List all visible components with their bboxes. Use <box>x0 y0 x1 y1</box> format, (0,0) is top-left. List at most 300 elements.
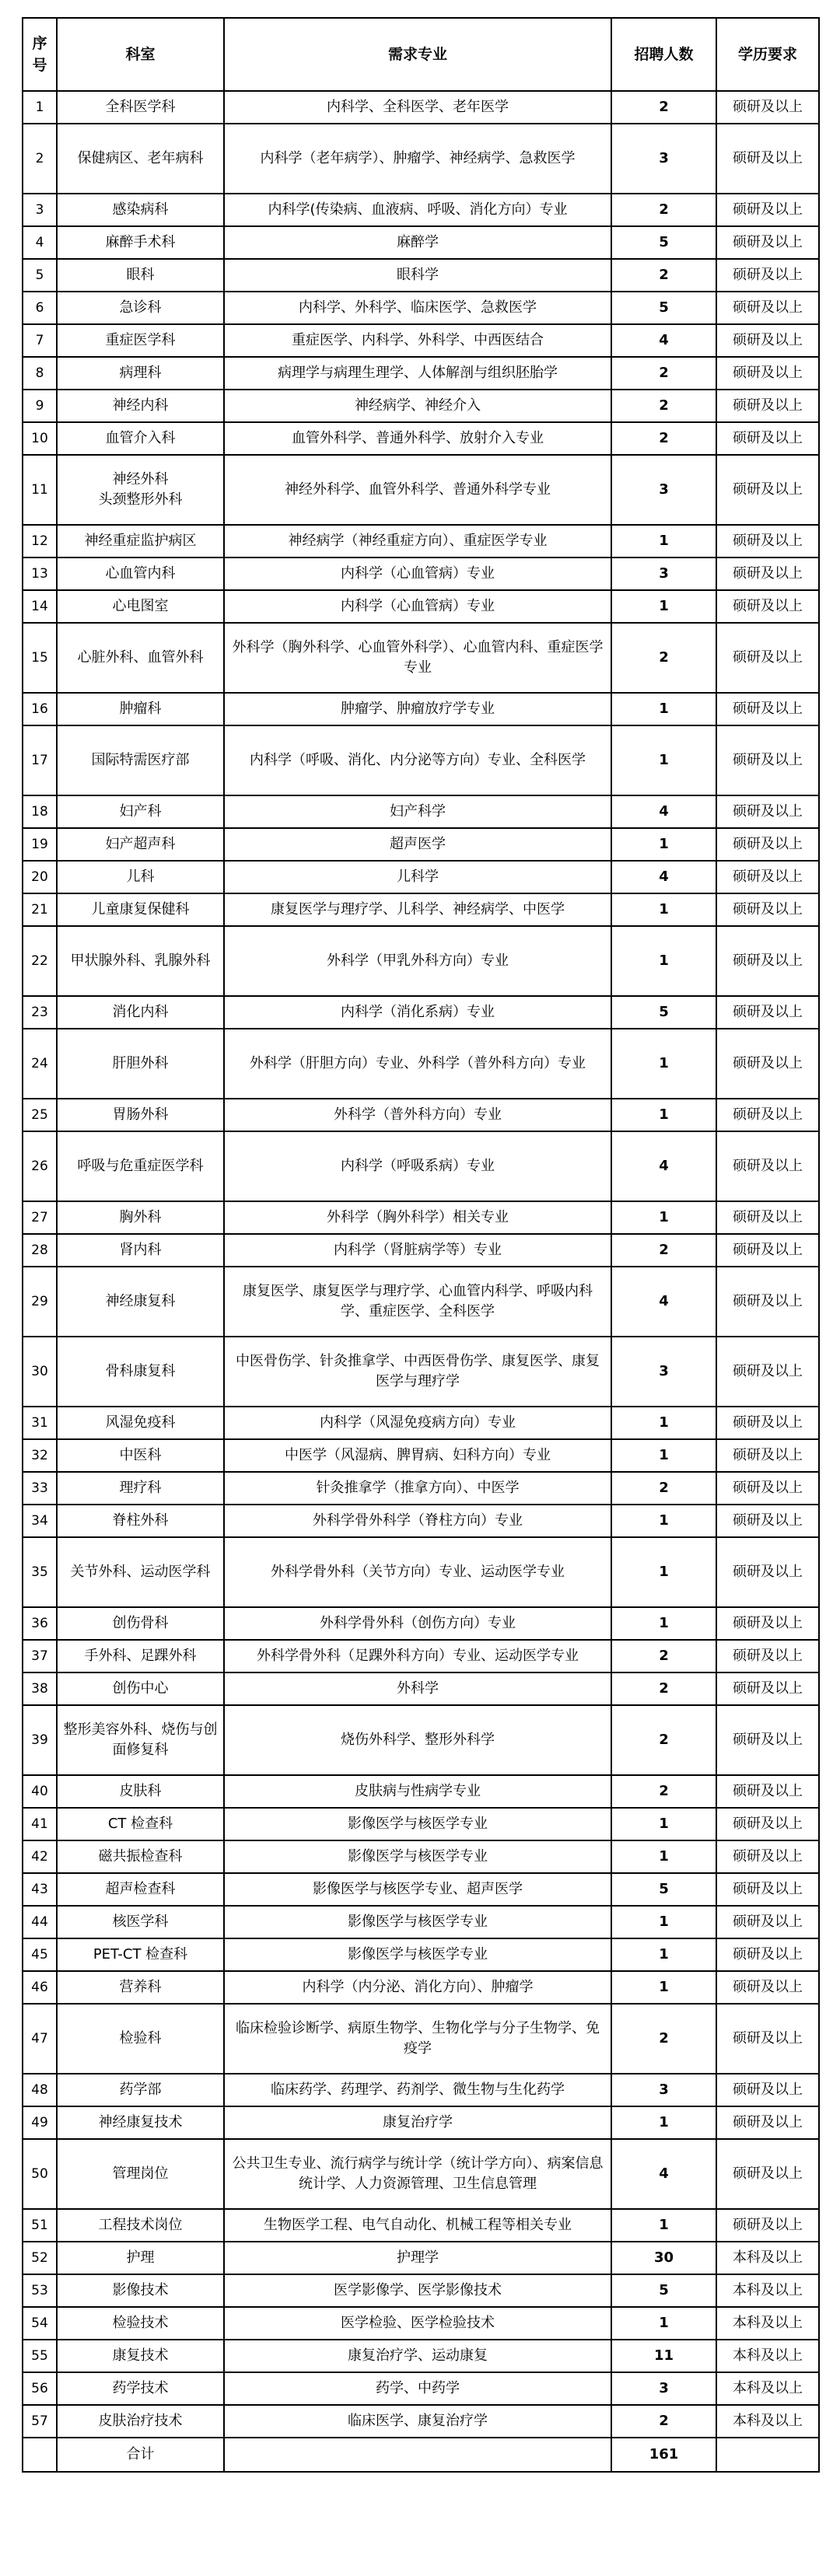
row-seq: 19 <box>23 828 57 861</box>
row-major: 病理学与病理生理学、人体解剖与组织胚胎学 <box>224 357 611 390</box>
row-major: 神经病学、神经介入 <box>224 390 611 422</box>
total-empty-edu <box>716 2438 819 2472</box>
row-seq: 10 <box>23 422 57 455</box>
row-edu: 硕研及以上 <box>716 828 819 861</box>
row-edu: 硕研及以上 <box>716 1337 819 1407</box>
row-seq: 52 <box>23 2242 57 2274</box>
row-seq: 7 <box>23 324 57 357</box>
row-major: 血管外科学、普通外科学、放射介入专业 <box>224 422 611 455</box>
table-row <box>23 1640 819 1672</box>
row-edu: 硕研及以上 <box>716 996 819 1029</box>
row-seq: 36 <box>23 1607 57 1640</box>
row-edu: 硕研及以上 <box>716 893 819 926</box>
row-count: 5 <box>611 1873 716 1906</box>
row-edu: 硕研及以上 <box>716 1505 819 1537</box>
row-seq: 55 <box>23 2340 57 2372</box>
row-seq: 6 <box>23 292 57 324</box>
row-seq: 57 <box>23 2405 57 2438</box>
row-seq: 44 <box>23 1906 57 1938</box>
row-count: 2 <box>611 1705 716 1775</box>
row-major: 针灸推拿学（推拿方向）、中医学 <box>224 1472 611 1505</box>
row-edu: 硕研及以上 <box>716 1234 819 1267</box>
row-edu: 硕研及以上 <box>716 422 819 455</box>
row-dept: 全科医学科 <box>57 91 224 124</box>
row-dept: 肝胆外科 <box>57 1029 224 1099</box>
row-count: 1 <box>611 1099 716 1131</box>
row-seq: 54 <box>23 2307 57 2340</box>
row-major: 皮肤病与性病学专业 <box>224 1775 611 1808</box>
row-edu: 本科及以上 <box>716 2242 819 2274</box>
row-edu: 硕研及以上 <box>716 226 819 259</box>
row-seq: 1 <box>23 91 57 124</box>
table-row <box>23 390 819 422</box>
row-count: 2 <box>611 1234 716 1267</box>
row-dept: 手外科、足踝外科 <box>57 1640 224 1672</box>
row-edu: 硕研及以上 <box>716 557 819 590</box>
row-dept: 急诊科 <box>57 292 224 324</box>
row-edu: 硕研及以上 <box>716 91 819 124</box>
row-count: 1 <box>611 1938 716 1971</box>
row-count: 3 <box>611 1337 716 1407</box>
table-row <box>23 292 819 324</box>
row-count: 11 <box>611 2340 716 2372</box>
row-count: 1 <box>611 1906 716 1938</box>
row-edu: 硕研及以上 <box>716 795 819 828</box>
row-major: 影像医学与核医学专业 <box>224 1840 611 1873</box>
row-dept: 药学技术 <box>57 2372 224 2405</box>
row-count: 4 <box>611 861 716 893</box>
row-edu: 硕研及以上 <box>716 1640 819 1672</box>
total-empty-major <box>224 2438 611 2472</box>
row-seq: 39 <box>23 1705 57 1775</box>
table-row <box>23 1537 819 1607</box>
table-row <box>23 1938 819 1971</box>
row-dept: 神经内科 <box>57 390 224 422</box>
table-row <box>23 226 819 259</box>
row-dept: 消化内科 <box>57 996 224 1029</box>
table-row <box>23 1505 819 1537</box>
row-dept: 整形美容外科、烧伤与创面修复科 <box>57 1705 224 1775</box>
row-dept: CT 检查科 <box>57 1808 224 1840</box>
row-dept: 心脏外科、血管外科 <box>57 623 224 693</box>
row-major: 外科学（肝胆方向）专业、外科学（普外科方向）专业 <box>224 1029 611 1099</box>
row-count: 1 <box>611 2307 716 2340</box>
row-seq: 2 <box>23 124 57 194</box>
row-seq: 38 <box>23 1672 57 1705</box>
row-major: 妇产科学 <box>224 795 611 828</box>
row-major: 眼科学 <box>224 259 611 292</box>
row-seq: 46 <box>23 1971 57 2004</box>
row-dept: 核医学科 <box>57 1906 224 1938</box>
row-dept: 理疗科 <box>57 1472 224 1505</box>
row-count: 4 <box>611 2139 716 2209</box>
row-dept: 胃肠外科 <box>57 1099 224 1131</box>
row-major: 内科学（肾脏病学等）专业 <box>224 1234 611 1267</box>
row-edu: 硕研及以上 <box>716 194 819 226</box>
row-major: 内科学（心血管病）专业 <box>224 590 611 623</box>
row-major: 影像医学与核医学专业 <box>224 1808 611 1840</box>
row-major: 内科学（风湿免疫病方向）专业 <box>224 1407 611 1439</box>
total-row <box>23 2438 819 2472</box>
row-seq: 21 <box>23 893 57 926</box>
row-major: 超声医学 <box>224 828 611 861</box>
row-edu: 硕研及以上 <box>716 1029 819 1099</box>
row-seq: 35 <box>23 1537 57 1607</box>
table-row <box>23 2004 819 2074</box>
row-dept: 呼吸与危重症医学科 <box>57 1131 224 1201</box>
row-seq: 25 <box>23 1099 57 1131</box>
row-dept: 创伤中心 <box>57 1672 224 1705</box>
row-major: 外科学骨外科（足踝外科方向）专业、运动医学专业 <box>224 1640 611 1672</box>
row-count: 4 <box>611 795 716 828</box>
row-seq: 28 <box>23 1234 57 1267</box>
row-count: 1 <box>611 1029 716 1099</box>
row-count: 1 <box>611 926 716 996</box>
row-edu: 硕研及以上 <box>716 861 819 893</box>
row-dept: 护理 <box>57 2242 224 2274</box>
row-dept: 影像技术 <box>57 2274 224 2307</box>
row-seq: 17 <box>23 725 57 795</box>
table-row <box>23 525 819 557</box>
table-row <box>23 623 819 693</box>
row-count: 3 <box>611 2372 716 2405</box>
table-row <box>23 1267 819 1337</box>
row-seq: 3 <box>23 194 57 226</box>
row-edu: 硕研及以上 <box>716 1840 819 1873</box>
row-major: 神经病学（神经重症方向）、重症医学专业 <box>224 525 611 557</box>
table-row <box>23 2242 819 2274</box>
row-dept: 药学部 <box>57 2074 224 2106</box>
row-count: 1 <box>611 1439 716 1472</box>
table-row <box>23 2074 819 2106</box>
row-dept: 妇产超声科 <box>57 828 224 861</box>
row-seq: 8 <box>23 357 57 390</box>
table-row <box>23 1775 819 1808</box>
table-row <box>23 1234 819 1267</box>
table-row <box>23 91 819 124</box>
row-dept: 营养科 <box>57 1971 224 2004</box>
row-dept: 保健病区、老年病科 <box>57 124 224 194</box>
row-seq: 14 <box>23 590 57 623</box>
row-count: 1 <box>611 2106 716 2139</box>
header-seq <box>23 18 57 91</box>
row-seq: 27 <box>23 1201 57 1234</box>
row-edu: 硕研及以上 <box>716 1439 819 1472</box>
row-count: 1 <box>611 828 716 861</box>
row-edu: 硕研及以上 <box>716 1672 819 1705</box>
row-seq: 5 <box>23 259 57 292</box>
row-dept: 创伤骨科 <box>57 1607 224 1640</box>
row-major: 影像医学与核医学专业、超声医学 <box>224 1873 611 1906</box>
row-major: 外科学骨外科（创伤方向）专业 <box>224 1607 611 1640</box>
row-edu: 本科及以上 <box>716 2405 819 2438</box>
row-dept: 皮肤科 <box>57 1775 224 1808</box>
row-dept: 超声检查科 <box>57 1873 224 1906</box>
row-dept: 神经重症监护病区 <box>57 525 224 557</box>
row-major: 中医骨伤学、针灸推拿学、中西医骨伤学、康复医学、康复医学与理疗学 <box>224 1337 611 1407</box>
row-edu: 硕研及以上 <box>716 455 819 525</box>
table-row <box>23 590 819 623</box>
table-row <box>23 1906 819 1938</box>
row-count: 3 <box>611 124 716 194</box>
row-count: 1 <box>611 1537 716 1607</box>
total-label: 合计 <box>57 2438 224 2472</box>
row-dept: 检验技术 <box>57 2307 224 2340</box>
table-row <box>23 2106 819 2139</box>
row-seq: 40 <box>23 1775 57 1808</box>
row-major: 外科学（胸外科学、心血管外科学）、心血管内科、重症医学专业 <box>224 623 611 693</box>
row-seq: 12 <box>23 525 57 557</box>
row-major: 外科学骨外科学（脊柱方向）专业 <box>224 1505 611 1537</box>
header-seq-label: 序 号 <box>32 35 47 74</box>
row-count: 1 <box>611 1971 716 2004</box>
row-count: 1 <box>611 693 716 725</box>
table-row <box>23 828 819 861</box>
row-edu: 硕研及以上 <box>716 324 819 357</box>
row-seq: 37 <box>23 1640 57 1672</box>
row-dept: 神经康复技术 <box>57 2106 224 2139</box>
row-seq: 50 <box>23 2139 57 2209</box>
row-edu: 硕研及以上 <box>716 1267 819 1337</box>
row-edu: 硕研及以上 <box>716 1537 819 1607</box>
row-seq: 30 <box>23 1337 57 1407</box>
row-edu: 硕研及以上 <box>716 390 819 422</box>
row-seq: 24 <box>23 1029 57 1099</box>
row-count: 2 <box>611 422 716 455</box>
row-major: 麻醉学 <box>224 226 611 259</box>
row-seq: 41 <box>23 1808 57 1840</box>
row-seq: 15 <box>23 623 57 693</box>
table-row <box>23 926 819 996</box>
table-row <box>23 1201 819 1234</box>
row-edu: 硕研及以上 <box>716 1808 819 1840</box>
row-seq: 18 <box>23 795 57 828</box>
row-edu: 硕研及以上 <box>716 2139 819 2209</box>
row-edu: 硕研及以上 <box>716 1131 819 1201</box>
row-dept: 工程技术岗位 <box>57 2209 224 2242</box>
row-count: 2 <box>611 1775 716 1808</box>
row-major: 外科学（甲乳外科方向）专业 <box>224 926 611 996</box>
row-seq: 26 <box>23 1131 57 1201</box>
row-dept: 神经外科 头颈整形外科 <box>57 455 224 525</box>
row-major: 外科学 <box>224 1672 611 1705</box>
table-row <box>23 693 819 725</box>
row-count: 2 <box>611 1672 716 1705</box>
row-count: 1 <box>611 1808 716 1840</box>
row-major: 康复治疗学 <box>224 2106 611 2139</box>
row-dept: 重症医学科 <box>57 324 224 357</box>
row-edu: 硕研及以上 <box>716 1472 819 1505</box>
row-count: 4 <box>611 324 716 357</box>
row-major: 重症医学、内科学、外科学、中西医结合 <box>224 324 611 357</box>
row-major: 药学、中药学 <box>224 2372 611 2405</box>
row-count: 3 <box>611 2074 716 2106</box>
table-row <box>23 1439 819 1472</box>
row-dept: 中医科 <box>57 1439 224 1472</box>
row-seq: 32 <box>23 1439 57 1472</box>
row-seq: 45 <box>23 1938 57 1971</box>
row-major: 康复医学与理疗学、儿科学、神经病学、中医学 <box>224 893 611 926</box>
row-major: 内科学、全科医学、老年医学 <box>224 91 611 124</box>
row-dept: 病理科 <box>57 357 224 390</box>
row-count: 3 <box>611 455 716 525</box>
table-row <box>23 795 819 828</box>
row-dept: 妇产科 <box>57 795 224 828</box>
row-seq: 4 <box>23 226 57 259</box>
row-dept: 关节外科、运动医学科 <box>57 1537 224 1607</box>
table-row <box>23 1873 819 1906</box>
row-seq: 43 <box>23 1873 57 1906</box>
row-count: 4 <box>611 1131 716 1201</box>
row-count: 1 <box>611 1505 716 1537</box>
row-dept: 血管介入科 <box>57 422 224 455</box>
row-count: 2 <box>611 2405 716 2438</box>
row-count: 1 <box>611 590 716 623</box>
row-major: 烧伤外科学、整形外科学 <box>224 1705 611 1775</box>
row-count: 30 <box>611 2242 716 2274</box>
row-dept: 心电图室 <box>57 590 224 623</box>
table-row <box>23 357 819 390</box>
row-major: 外科学（普外科方向）专业 <box>224 1099 611 1131</box>
row-edu: 硕研及以上 <box>716 1407 819 1439</box>
row-major: 护理学 <box>224 2242 611 2274</box>
row-count: 2 <box>611 259 716 292</box>
row-major: 内科学、外科学、临床医学、急救医学 <box>224 292 611 324</box>
row-edu: 本科及以上 <box>716 2307 819 2340</box>
row-seq: 48 <box>23 2074 57 2106</box>
row-major: 康复治疗学、运动康复 <box>224 2340 611 2372</box>
row-dept: 神经康复科 <box>57 1267 224 1337</box>
row-edu: 本科及以上 <box>716 2274 819 2307</box>
table-row <box>23 861 819 893</box>
row-edu: 本科及以上 <box>716 2340 819 2372</box>
row-edu: 硕研及以上 <box>716 124 819 194</box>
row-dept: 管理岗位 <box>57 2139 224 2209</box>
row-edu: 硕研及以上 <box>716 1201 819 1234</box>
row-major: 中医学（风湿病、脾胃病、妇科方向）专业 <box>224 1439 611 1472</box>
header-major: 需求专业 <box>224 18 611 91</box>
table-row <box>23 1705 819 1775</box>
row-count: 2 <box>611 1472 716 1505</box>
row-count: 2 <box>611 390 716 422</box>
table-row <box>23 1472 819 1505</box>
row-count: 1 <box>611 1840 716 1873</box>
row-major: 康复医学、康复医学与理疗学、心血管内科学、呼吸内科学、重症医学、全科医学 <box>224 1267 611 1337</box>
row-edu: 硕研及以上 <box>716 259 819 292</box>
table-row <box>23 996 819 1029</box>
row-major: 神经外科学、血管外科学、普通外科学专业 <box>224 455 611 525</box>
table-row <box>23 1840 819 1873</box>
row-edu: 硕研及以上 <box>716 1099 819 1131</box>
row-edu: 本科及以上 <box>716 2372 819 2405</box>
table-row <box>23 194 819 226</box>
table-row <box>23 1131 819 1201</box>
table-row <box>23 1337 819 1407</box>
row-count: 2 <box>611 194 716 226</box>
row-major: 内科学（老年病学）、肿瘤学、神经病学、急救医学 <box>224 124 611 194</box>
table-row <box>23 1029 819 1099</box>
row-edu: 硕研及以上 <box>716 2106 819 2139</box>
table-row <box>23 422 819 455</box>
row-dept: 甲状腺外科、乳腺外科 <box>57 926 224 996</box>
table-row <box>23 124 819 194</box>
row-dept: 眼科 <box>57 259 224 292</box>
row-major: 影像医学与核医学专业 <box>224 1906 611 1938</box>
table-row <box>23 2274 819 2307</box>
table-row <box>23 1407 819 1439</box>
row-dept: 皮肤治疗技术 <box>57 2405 224 2438</box>
row-count: 2 <box>611 623 716 693</box>
row-seq: 11 <box>23 455 57 525</box>
table-row <box>23 1607 819 1640</box>
row-major: 内科学（呼吸系病）专业 <box>224 1131 611 1201</box>
table-row <box>23 2340 819 2372</box>
row-count: 1 <box>611 893 716 926</box>
table-row <box>23 557 819 590</box>
row-edu: 硕研及以上 <box>716 1938 819 1971</box>
table-row <box>23 893 819 926</box>
row-count: 1 <box>611 725 716 795</box>
row-major: 外科学骨外科（关节方向）专业、运动医学专业 <box>224 1537 611 1607</box>
row-count: 4 <box>611 1267 716 1337</box>
header-edu: 学历要求 <box>716 18 819 91</box>
row-edu: 硕研及以上 <box>716 525 819 557</box>
row-edu: 硕研及以上 <box>716 693 819 725</box>
table-row <box>23 1971 819 2004</box>
row-seq: 9 <box>23 390 57 422</box>
table-row <box>23 1808 819 1840</box>
table-row <box>23 1672 819 1705</box>
table-row <box>23 259 819 292</box>
row-count: 3 <box>611 557 716 590</box>
total-count: 161 <box>611 2438 716 2472</box>
row-count: 2 <box>611 91 716 124</box>
row-dept: 国际特需医疗部 <box>57 725 224 795</box>
row-major: 肿瘤学、肿瘤放疗学专业 <box>224 693 611 725</box>
row-major: 内科学（心血管病）专业 <box>224 557 611 590</box>
row-dept: 康复技术 <box>57 2340 224 2372</box>
row-dept: 麻醉手术科 <box>57 226 224 259</box>
row-seq: 31 <box>23 1407 57 1439</box>
row-seq: 51 <box>23 2209 57 2242</box>
row-edu: 硕研及以上 <box>716 292 819 324</box>
row-count: 1 <box>611 2209 716 2242</box>
row-dept: PET-CT 检查科 <box>57 1938 224 1971</box>
row-seq: 20 <box>23 861 57 893</box>
row-count: 5 <box>611 226 716 259</box>
row-major: 医学影像学、医学影像技术 <box>224 2274 611 2307</box>
row-major: 医学检验、医学检验技术 <box>224 2307 611 2340</box>
row-edu: 硕研及以上 <box>716 357 819 390</box>
row-seq: 49 <box>23 2106 57 2139</box>
row-dept: 检验科 <box>57 2004 224 2074</box>
row-edu: 硕研及以上 <box>716 623 819 693</box>
table-row <box>23 2209 819 2242</box>
row-dept: 脊柱外科 <box>57 1505 224 1537</box>
row-edu: 硕研及以上 <box>716 1705 819 1775</box>
row-edu: 硕研及以上 <box>716 725 819 795</box>
row-major: 儿科学 <box>224 861 611 893</box>
row-count: 5 <box>611 292 716 324</box>
table-row <box>23 2139 819 2209</box>
row-edu: 硕研及以上 <box>716 2209 819 2242</box>
row-seq: 53 <box>23 2274 57 2307</box>
row-dept: 磁共振检查科 <box>57 1840 224 1873</box>
row-seq: 56 <box>23 2372 57 2405</box>
row-dept: 儿童康复保健科 <box>57 893 224 926</box>
row-seq: 16 <box>23 693 57 725</box>
row-seq: 34 <box>23 1505 57 1537</box>
